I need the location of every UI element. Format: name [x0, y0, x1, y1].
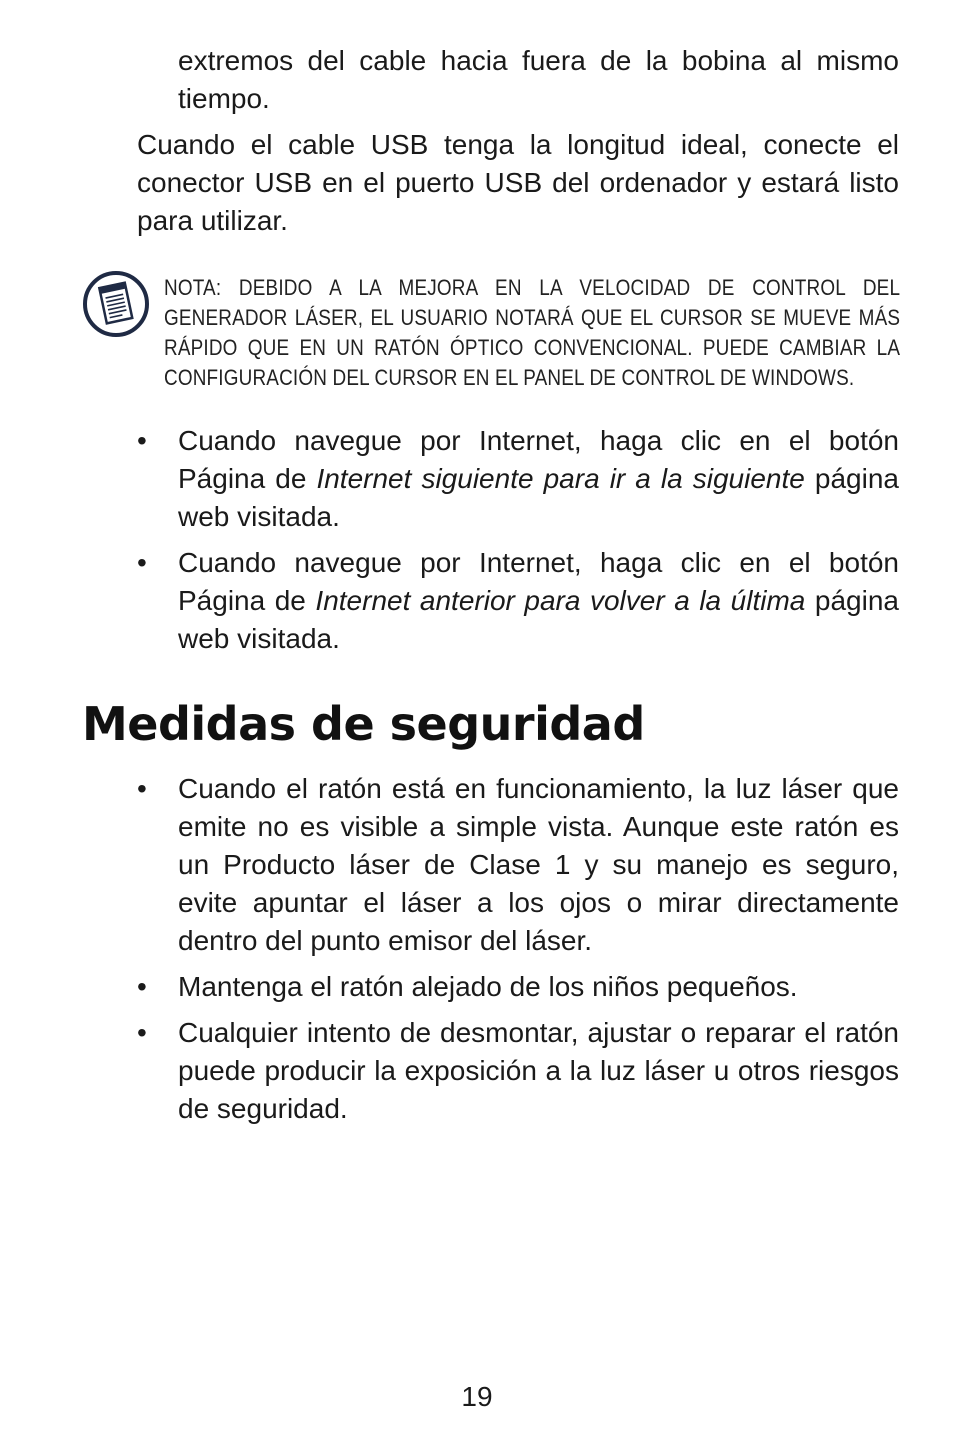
list-item-text: Cuando navegue por Internet, haga clic en el botón Página de Internet siguiente para ir a la siguiente página web visitada. [178, 425, 899, 532]
list-item-text: Cuando el ratón está en funcionamiento, la luz láser que emite no es visible a simple vista. Aunque este ratón es un Producto láser de Clase 1 y su manejo es seguro, evite apuntar el láser a los ojos o mirar directamente dentro del punto emisor del láser. [178, 773, 899, 956]
usb-connection-paragraph: Cuando el cable USB tenga la longitud ideal, conecte el conector USB en el puerto USB del ordenador y estará listo para utilizar. [137, 129, 899, 236]
italic-text: Internet siguiente para ir a la siguiente [316, 463, 805, 494]
internet-navigation-list [137, 422, 899, 666]
list-item [137, 544, 899, 658]
continuation-paragraph: extremos del cable hacia fuera de la bobina al mismo tiempo. [178, 45, 899, 114]
bullet-marker: • [137, 971, 147, 1002]
list-item-text: Mantenga el ratón alejado de los niños pequeños. [178, 971, 798, 1002]
list-item [137, 968, 899, 1006]
bullet-marker: • [137, 773, 147, 804]
bullet-marker: • [137, 547, 147, 578]
section-title: Medidas de seguridad [82, 697, 645, 751]
page-number: 19 [461, 1381, 493, 1412]
bullet-marker: • [137, 1017, 147, 1048]
notepad-icon [82, 270, 150, 338]
note-text: NOTA: DEBIDO A LA MEJORA EN LA VELOCIDAD DE CONTROL DEL GENERADOR LÁSER, EL USUARIO NOTARÁ QUE EL CURSOR SE MUEVE MÁS RÁPIDO QUE EN UN RATÓN ÓPTICO CONVENCIONAL. PUEDE CAMBIAR LA CONFIGURACIÓN DEL CURSOR EN EL PANEL DE CONTROL DE WINDOWS. [164, 275, 901, 390]
list-item [137, 770, 899, 960]
safety-measures-list [137, 770, 899, 1136]
bullet-marker: • [137, 425, 147, 456]
list-item [137, 1014, 899, 1128]
list-item-text: Cualquier intento de desmontar, ajustar o reparar el ratón puede producir la exposición a la luz láser u otros riesgos de seguridad. [178, 1017, 899, 1124]
list-item [137, 422, 899, 536]
list-item-text: Cuando navegue por Internet, haga clic en el botón Página de Internet anterior para volver a la última página web visitada. [178, 547, 899, 654]
italic-text: Internet anterior para volver a la última [315, 585, 806, 616]
